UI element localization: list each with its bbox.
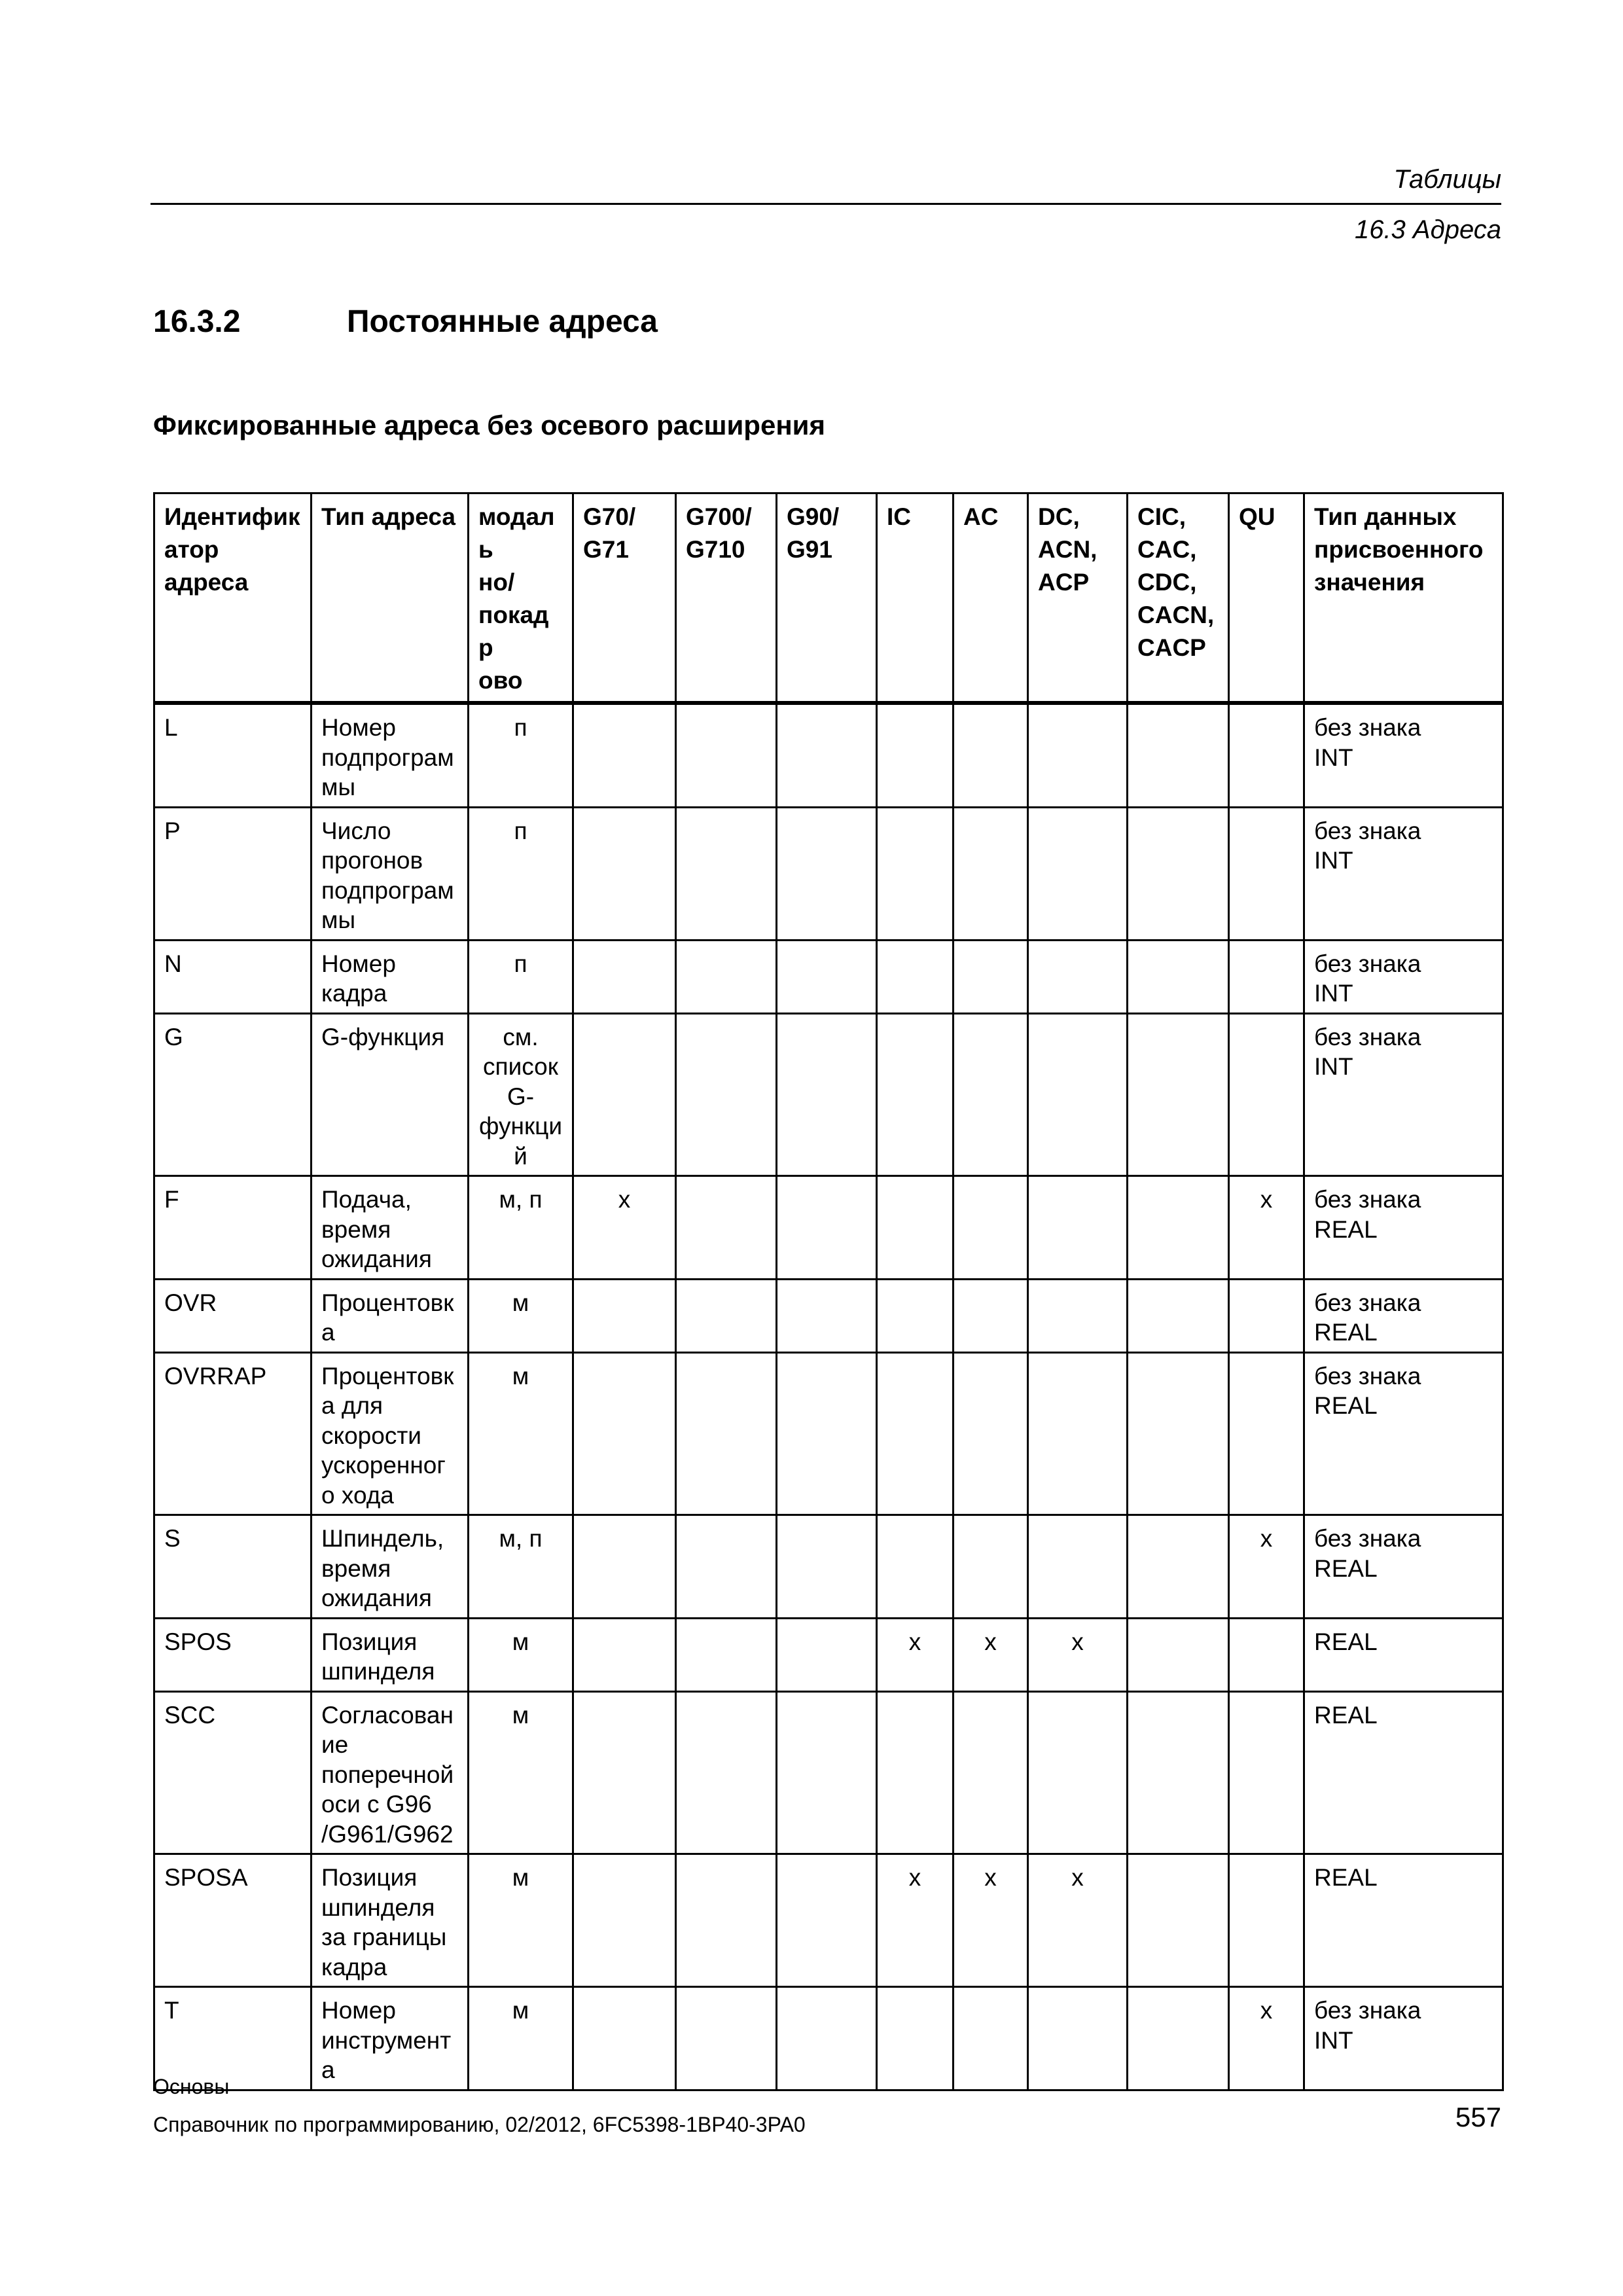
table-cell [954,1279,1028,1352]
column-header: G700/ G710 [676,493,777,704]
table-header-row [154,493,1503,704]
table-cell [954,940,1028,1013]
table-row [154,1854,1503,1987]
table-cell: п [469,703,573,807]
table-cell: Номер инструмент а [312,1987,469,2090]
column-header: CIC, CAC, CDC, CACN, CACP [1128,493,1229,704]
table-cell: см. список G- функци й [469,1013,573,1176]
table-row [154,1691,1503,1854]
table-cell [777,940,877,1013]
table-cell [1229,940,1304,1013]
table-cell [777,703,877,807]
table-cell [1128,1352,1229,1515]
table-cell [1028,1176,1128,1280]
table-cell: SPOSA [154,1854,312,1987]
table-cell [777,1618,877,1691]
table-body [154,703,1503,2090]
section-number: 16.3.2 [153,304,241,339]
header-section: 16.3 Адреса [1354,215,1501,244]
addresses-table [153,492,1504,2091]
table-cell [573,940,676,1013]
table-cell [1128,1618,1229,1691]
table-cell [573,1013,676,1176]
table-cell [1128,1013,1229,1176]
section-title: Постоянные адреса [347,304,658,339]
table-cell: x [1229,1176,1304,1280]
table-cell [1128,807,1229,940]
table-cell: SPOS [154,1618,312,1691]
table-cell: x [877,1618,954,1691]
table-row [154,1515,1503,1619]
table-row [154,1176,1503,1280]
table-cell [877,1352,954,1515]
table-cell [573,1352,676,1515]
table-cell [777,1854,877,1987]
table-cell [777,1352,877,1515]
table-cell [1028,1352,1128,1515]
table-row [154,1279,1503,1352]
table-cell [877,940,954,1013]
table-cell [676,703,777,807]
table-cell [676,1987,777,2090]
table-cell: OVRRAP [154,1352,312,1515]
table-cell: без знака REAL [1304,1352,1503,1515]
table-cell: Процентовк а [312,1279,469,1352]
table-cell [954,1987,1028,2090]
table-cell [1128,1691,1229,1854]
table-cell: без знака REAL [1304,1515,1503,1619]
table-cell [676,940,777,1013]
column-header: IC [877,493,954,704]
table-cell: N [154,940,312,1013]
table-cell [1128,940,1229,1013]
table-cell [573,1691,676,1854]
table-row [154,940,1503,1013]
table-cell [877,1176,954,1280]
table-cell: Согласован ие поперечной оси с G96 /G961/G962 [312,1691,469,1854]
table-cell [777,1279,877,1352]
table-cell [1128,1176,1229,1280]
column-header: G70/ G71 [573,493,676,704]
column-header: Тип данных присвоенного значения [1304,493,1503,704]
table-cell: без знака INT [1304,807,1503,940]
table-cell: м, п [469,1176,573,1280]
table-cell [1028,703,1128,807]
table-cell: Номер подпрограм мы [312,703,469,807]
table-cell [954,703,1028,807]
table-cell: Номер кадра [312,940,469,1013]
table-cell [1028,807,1128,940]
table-cell: м [469,1352,573,1515]
table-cell [1128,703,1229,807]
table-cell [1229,1352,1304,1515]
table-cell: м [469,1987,573,2090]
table-cell: п [469,940,573,1013]
table-cell [777,1013,877,1176]
table-cell [676,1618,777,1691]
table-cell: x [954,1854,1028,1987]
table-row [154,1013,1503,1176]
table-cell [676,1279,777,1352]
table-cell [954,1691,1028,1854]
table-cell [1128,1515,1229,1619]
table-cell [676,1013,777,1176]
column-header: DC, ACN, ACP [1028,493,1128,704]
table-cell [1229,1691,1304,1854]
table-cell [676,1515,777,1619]
table-cell: G [154,1013,312,1176]
table-cell: м [469,1618,573,1691]
table-cell [676,1176,777,1280]
table-cell: Шпиндель, время ожидания [312,1515,469,1619]
table-cell: OVR [154,1279,312,1352]
section-heading [153,302,658,342]
table-cell: Число прогонов подпрограм мы [312,807,469,940]
table-cell: м, п [469,1515,573,1619]
table-cell [573,1279,676,1352]
table-cell: REAL [1304,1618,1503,1691]
column-header: AC [954,493,1028,704]
table-cell: без знака INT [1304,703,1503,807]
column-header: G90/ G91 [777,493,877,704]
table-cell: REAL [1304,1691,1503,1854]
table-cell: м [469,1691,573,1854]
table-cell: x [1229,1987,1304,2090]
header-rule [151,203,1501,205]
footer-reference: Справочник по программированию, 02/2012, 6FC5398-1BP40-3PA0 [153,2113,806,2136]
table-cell: x [954,1618,1028,1691]
table-cell: Позиция шпинделя за границы кадра [312,1854,469,1987]
table-cell [777,1691,877,1854]
table-cell: Процентовк а для скорости ускоренног о хода [312,1352,469,1515]
table-cell: м [469,1279,573,1352]
table-cell [1028,1691,1128,1854]
table-cell [877,1515,954,1619]
table-row [154,1352,1503,1515]
table-cell: REAL [1304,1854,1503,1987]
table-cell [573,1854,676,1987]
table-cell [877,1279,954,1352]
running-header [151,164,1501,245]
table-cell: x [1229,1515,1304,1619]
table-cell: без знака REAL [1304,1279,1503,1352]
table-cell: м [469,1854,573,1987]
column-header: Тип адреса [312,493,469,704]
table-cell [877,1987,954,2090]
table-cell [877,807,954,940]
table-cell: T [154,1987,312,2090]
table-cell: Подача, время ожидания [312,1176,469,1280]
table-cell: x [1028,1854,1128,1987]
table-cell [676,1691,777,1854]
table-row [154,1618,1503,1691]
table-cell [777,1987,877,2090]
table-row [154,703,1503,807]
table-cell [676,1352,777,1515]
table-cell [1229,1279,1304,1352]
table-cell: x [877,1854,954,1987]
column-header: модаль но/ покадр ово [469,493,573,704]
table-cell: L [154,703,312,807]
table-cell: x [573,1176,676,1280]
table-cell: SCC [154,1691,312,1854]
table-cell [777,1176,877,1280]
table-cell [1028,940,1128,1013]
table-cell [877,1013,954,1176]
table-cell [1028,1279,1128,1352]
table-cell [1229,807,1304,940]
table-cell: без знака INT [1304,1013,1503,1176]
table-cell [1028,1987,1128,2090]
table-cell: Позиция шпинделя [312,1618,469,1691]
table-cell [954,807,1028,940]
table-cell [1028,1013,1128,1176]
table-cell: без знака REAL [1304,1176,1503,1280]
table-cell [954,1176,1028,1280]
table-cell [573,1618,676,1691]
table-cell [1229,1854,1304,1987]
table-cell [1028,1515,1128,1619]
table-cell [573,807,676,940]
table-cell [573,1515,676,1619]
table-cell: P [154,807,312,940]
column-header: Идентифик атор адреса [154,493,312,704]
table-cell [954,1352,1028,1515]
table-cell [1229,1618,1304,1691]
page-number: 557 [1455,2102,1501,2132]
table-cell: п [469,807,573,940]
table-title: Фиксированные адреса без осевого расширения [153,410,826,440]
table-row [154,1987,1503,2090]
table-cell [777,807,877,940]
table-cell: G-функция [312,1013,469,1176]
table-cell: без знака INT [1304,1987,1503,2090]
footer-doc-title: Основы [153,2075,230,2098]
table-cell: S [154,1515,312,1619]
table-cell [1229,1013,1304,1176]
table-cell [573,1987,676,2090]
table-cell [877,1691,954,1854]
table-cell [676,1854,777,1987]
table-cell: F [154,1176,312,1280]
table-cell [1128,1279,1229,1352]
table-cell [954,1013,1028,1176]
header-chapter: Таблицы [1393,165,1501,194]
table-cell [676,807,777,940]
table-cell [777,1515,877,1619]
table-row [154,807,1503,940]
table-cell [954,1515,1028,1619]
column-header: QU [1229,493,1304,704]
table-cell [877,703,954,807]
table-cell [573,703,676,807]
table-cell [1229,703,1304,807]
table-cell: без знака INT [1304,940,1503,1013]
table-cell: x [1028,1618,1128,1691]
table-cell [1128,1854,1229,1987]
table-cell [1128,1987,1229,2090]
